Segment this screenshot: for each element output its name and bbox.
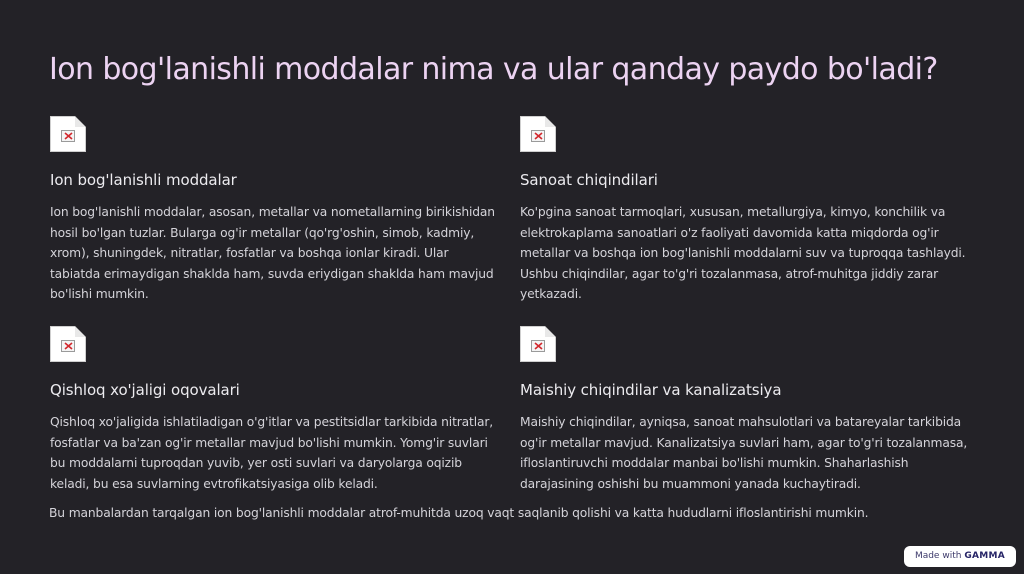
card-heading: Ion bog'lanishli moddalar xyxy=(50,171,237,189)
page-title: Ion bog'lanishli moddalar nima va ular qanday paydo bo'ladi? xyxy=(49,52,938,87)
broken-image-icon xyxy=(520,116,556,152)
gamma-logo: GAMMA xyxy=(964,551,1006,561)
card-heading: Qishloq xo'jaligi oqovalari xyxy=(50,381,240,399)
card-body: Maishiy chiqindilar, ayniqsa, sanoat mahsulotlari va batareyalar tarkibida og'ir metallar mavjud. Kanalizatsiya suvlari ham, agar to'g'ri tozalanmasa, ifloslantiruvchi moddalar manbai bo'lishi mumkin. Shaharlashish darajasining oshishi bu muammoni yanada kuchaytiradi. xyxy=(520,415,968,491)
summary-text: Bu manbalardan tarqalgan ion bog'lanishli moddalar atrof-muhitda uzoq vaqt saqlanib qolishi va katta hududlarni ifloslantirishi mumkin. xyxy=(49,506,869,520)
broken-image-icon xyxy=(50,326,86,362)
card-heading: Sanoat chiqindilari xyxy=(520,171,658,189)
made-with-gamma-badge[interactable] xyxy=(904,546,1016,567)
card-body: Ko'pgina sanoat tarmoqlari, xususan, metallurgiya, kimyo, konchilik va elektrokaplama sanoatlari o'z faoliyati davomida katta miqdorda og'ir metallar va boshqa ion bog'lanishli moddalarni suv va tuproqqa tashlaydi. Ushbu chiqindilar, agar to'g'ri tozalanmasa, atrof-muhitga jiddiy zarar yetkazadi. xyxy=(520,205,966,301)
broken-image-icon xyxy=(50,116,86,152)
card-heading: Maishiy chiqindilar va kanalizatsiya xyxy=(520,381,782,399)
broken-image-icon xyxy=(520,326,556,362)
card-body: Ion bog'lanishli moddalar, asosan, metallar va nometallarning birikishidan hosil bo'lgan tuzlar. Bularga og'ir metallar (qo'rg'oshin, simob, kadmiy, xrom), shuningdek, nitratlar, fosfatlar va boshqa ionlar kiradi. Ular tabiatda erimaydigan shaklda ham, suvda eriydigan shaklda ham mavjud bo'lishi mumkin. xyxy=(50,205,495,301)
card-body: Qishloq xo'jaligida ishlatiladigan o'g'itlar va pestitsidlar tarkibida nitratlar, fosfatlar va ba'zan og'ir metallar mavjud bo'lishi mumkin. Yomg'ir suvlari bu moddalarni tuproqdan yuvib, yer osti suvlari va daryolarga oqizib keladi, bu esa suvlarning evtrofikatsiyasiga olib keladi. xyxy=(50,415,494,491)
badge-prefix: Made with xyxy=(914,551,962,561)
